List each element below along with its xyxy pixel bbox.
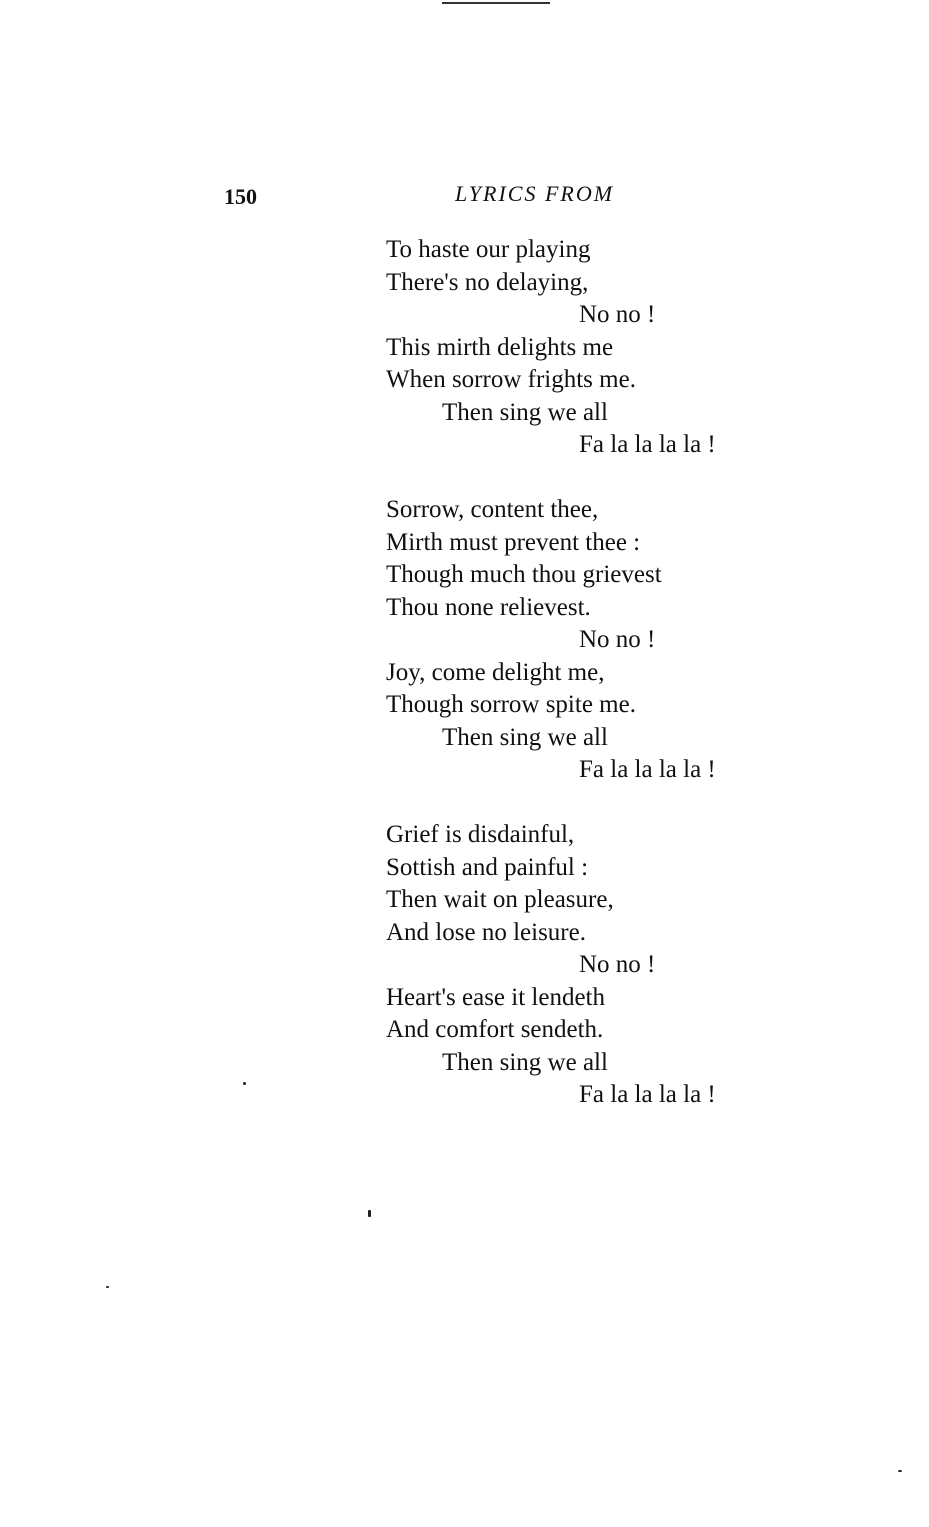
poem-line: Sorrow, content thee, (386, 496, 599, 523)
stanza-1 (386, 234, 806, 462)
scan-speck (243, 1082, 246, 1085)
poem-line: Sottish and painful : (386, 853, 589, 881)
refrain-sing: Then sing we all (442, 723, 608, 751)
poem-line: Thou none relievest. (386, 593, 591, 621)
top-rule (442, 2, 550, 4)
poem-line: This mirth delights me (386, 333, 614, 361)
scan-speck (368, 1210, 371, 1217)
running-title: LYRICS FROM (455, 181, 615, 206)
refrain-sing: Then sing we all (442, 1048, 608, 1076)
poem-line: And comfort sendeth. (386, 1016, 604, 1043)
poem-line: Though much thou grievest (386, 561, 662, 588)
refrain-no-no: No no ! (579, 626, 656, 653)
poem-line: Joy, come delight me, (386, 658, 605, 686)
poem-line: When sorrow frights me. (386, 366, 636, 393)
scan-speck (106, 1286, 109, 1288)
poem-body (386, 234, 806, 1144)
refrain-no-no: No no ! (579, 301, 656, 328)
poem-line: Grief is disdainful, (386, 821, 575, 848)
poem-line: To haste our playing (386, 236, 591, 263)
refrain-no-no: No no ! (579, 951, 656, 978)
refrain-sing: Then sing we all (442, 398, 608, 426)
refrain-fa-la: Fa la la la la ! (579, 1081, 716, 1108)
refrain-fa-la: Fa la la la la ! (579, 756, 716, 783)
poem-line: Mirth must prevent thee : (386, 528, 641, 556)
refrain-fa-la: Fa la la la la ! (579, 431, 716, 458)
poem-line: Heart's ease it lendeth (386, 983, 605, 1011)
stanza-3 (386, 819, 806, 1112)
scan-speck (898, 1470, 902, 1472)
page-number: 150 (224, 184, 257, 209)
poem-line: There's no delaying, (386, 268, 589, 296)
poem-line: Then wait on pleasure, (386, 886, 614, 913)
poem-line: Though sorrow spite me. (386, 691, 636, 718)
poem-line: And lose no leisure. (386, 918, 586, 946)
stanza-2 (386, 494, 806, 787)
